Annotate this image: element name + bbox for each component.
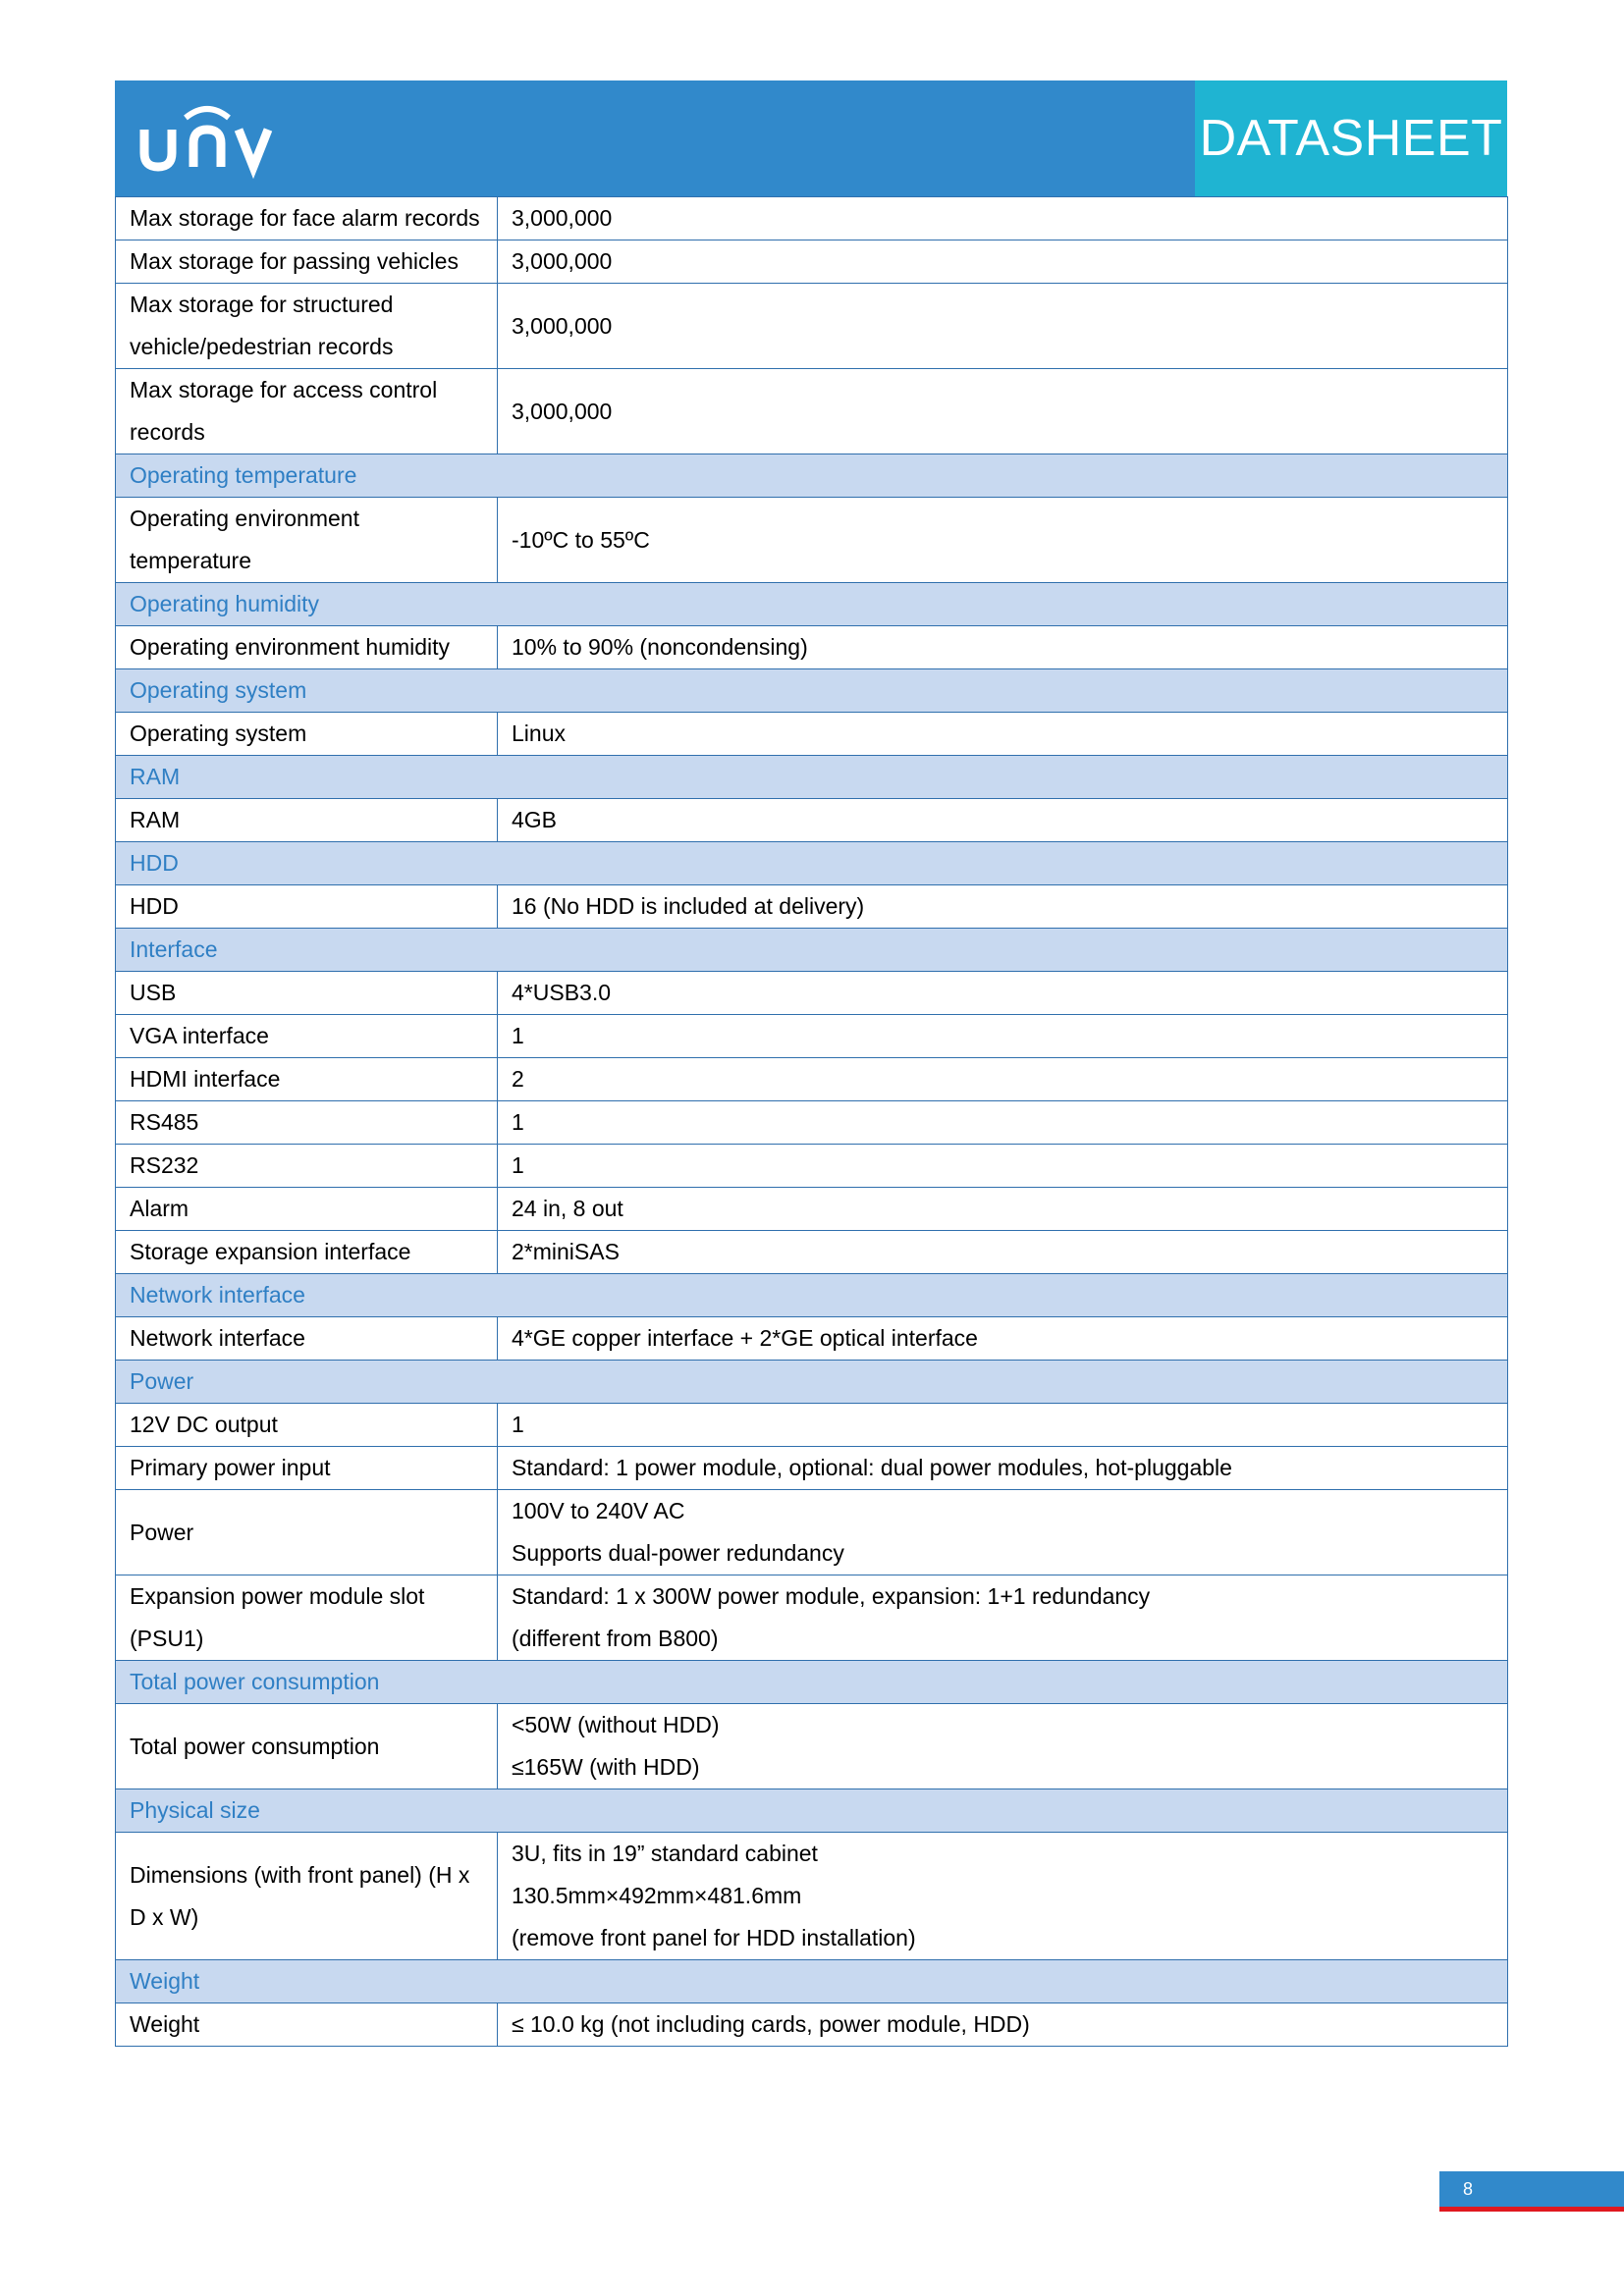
page-number: 8 xyxy=(1439,2171,1624,2207)
spec-value xyxy=(498,1058,1508,1101)
spec-label: Operating environment temperature xyxy=(116,498,498,583)
spec-value-line: 24 in, 8 out xyxy=(512,1196,623,1221)
spec-value xyxy=(498,1188,1508,1231)
section-header-row xyxy=(116,1661,1508,1704)
section-title: Operating humidity xyxy=(116,583,1508,626)
spec-row xyxy=(116,1015,1508,1058)
spec-row xyxy=(116,1575,1508,1661)
spec-value-line: 1 xyxy=(512,1412,524,1437)
spec-value-line: 1 xyxy=(512,1023,524,1048)
spec-value-line: 2 xyxy=(512,1066,524,1092)
spec-value xyxy=(498,284,1508,369)
section-title: Operating system xyxy=(116,669,1508,713)
spec-value-line: 3,000,000 xyxy=(512,248,613,274)
spec-label: USB xyxy=(116,972,498,1015)
spec-value xyxy=(498,1833,1508,1960)
spec-value-line: 100V to 240V AC xyxy=(512,1498,685,1523)
spec-label: Primary power input xyxy=(116,1447,498,1490)
section-header-row xyxy=(116,756,1508,799)
section-header-row xyxy=(116,929,1508,972)
spec-row xyxy=(116,972,1508,1015)
spec-label: Operating system xyxy=(116,713,498,756)
spec-row xyxy=(116,1188,1508,1231)
spec-value xyxy=(498,799,1508,842)
spec-label: 12V DC output xyxy=(116,1404,498,1447)
section-title: Total power consumption xyxy=(116,1661,1508,1704)
section-header-row xyxy=(116,583,1508,626)
spec-label: Max storage for face alarm records xyxy=(116,197,498,240)
spec-label: Max storage for passing vehicles xyxy=(116,240,498,284)
spec-value-line: -10ºC to 55ºC xyxy=(512,526,650,553)
spec-row xyxy=(116,799,1508,842)
spec-value xyxy=(498,713,1508,756)
spec-value xyxy=(498,1145,1508,1188)
spec-value-line: 3,000,000 xyxy=(512,398,613,424)
section-title: Interface xyxy=(116,929,1508,972)
spec-value-line: Standard: 1 x 300W power module, expansion: 1+1 redundancy xyxy=(512,1583,1151,1609)
page-footer-bar xyxy=(1439,2207,1624,2212)
spec-label: Max storage for structured vehicle/pedestrian records xyxy=(116,284,498,369)
spec-value-line: 4GB xyxy=(512,807,558,832)
section-header-row xyxy=(116,842,1508,885)
section-header-row xyxy=(116,669,1508,713)
section-title: Power xyxy=(116,1361,1508,1404)
spec-value xyxy=(498,2003,1508,2047)
spec-value-line: (remove front panel for HDD installation) xyxy=(512,1925,916,1950)
spec-row xyxy=(116,240,1508,284)
spec-value xyxy=(498,498,1508,583)
spec-value xyxy=(498,972,1508,1015)
spec-value-line: 2*miniSAS xyxy=(512,1239,620,1264)
spec-value-line: 4*GE copper interface + 2*GE optical interface xyxy=(512,1325,978,1351)
spec-label: RAM xyxy=(116,799,498,842)
spec-value-line: ≤165W (with HDD) xyxy=(512,1754,700,1780)
spec-value-line: Standard: 1 power module, optional: dual power modules, hot-pluggable xyxy=(512,1455,1232,1480)
spec-label: Network interface xyxy=(116,1317,498,1361)
spec-value xyxy=(498,1015,1508,1058)
spec-value-line: 4*USB3.0 xyxy=(512,980,612,1005)
unv-logo xyxy=(136,102,284,181)
section-title: Operating temperature xyxy=(116,454,1508,498)
section-title: Physical size xyxy=(116,1789,1508,1833)
spec-label: HDD xyxy=(116,885,498,929)
section-title: HDD xyxy=(116,842,1508,885)
spec-row xyxy=(116,1317,1508,1361)
spec-value-line: 130.5mm×492mm×481.6mm xyxy=(512,1883,802,1908)
spec-value-line: 10% to 90% (noncondensing) xyxy=(512,634,808,660)
page-header xyxy=(115,80,1507,196)
datasheet-label: DATASHEET xyxy=(1195,80,1507,196)
section-header-row xyxy=(116,1274,1508,1317)
spec-row xyxy=(116,498,1508,583)
spec-row xyxy=(116,284,1508,369)
spec-row xyxy=(116,1490,1508,1575)
spec-value xyxy=(498,1447,1508,1490)
spec-value-line: 1 xyxy=(512,1152,524,1178)
spec-value xyxy=(498,1317,1508,1361)
section-title: Network interface xyxy=(116,1274,1508,1317)
spec-value xyxy=(498,1704,1508,1789)
spec-label: Total power consumption xyxy=(116,1704,498,1789)
spec-label: HDMI interface xyxy=(116,1058,498,1101)
spec-label: Power xyxy=(116,1490,498,1575)
spec-value-line: 1 xyxy=(512,1109,524,1135)
spec-row xyxy=(116,626,1508,669)
spec-value-line: 3,000,000 xyxy=(512,312,613,339)
spec-value xyxy=(498,1101,1508,1145)
spec-value xyxy=(498,1404,1508,1447)
spec-value xyxy=(498,1231,1508,1274)
spec-value xyxy=(498,1575,1508,1661)
spec-label: Storage expansion interface xyxy=(116,1231,498,1274)
spec-value-line: 3U, fits in 19” standard cabinet xyxy=(512,1841,818,1866)
spec-row xyxy=(116,1058,1508,1101)
section-header-row xyxy=(116,1960,1508,2003)
spec-label: VGA interface xyxy=(116,1015,498,1058)
spec-value-line: Supports dual-power redundancy xyxy=(512,1540,844,1566)
spec-value xyxy=(498,626,1508,669)
spec-row xyxy=(116,197,1508,240)
section-title: Weight xyxy=(116,1960,1508,2003)
spec-value-line: ≤ 10.0 kg (not including cards, power module, HDD) xyxy=(512,2011,1030,2037)
spec-value-line: <50W (without HDD) xyxy=(512,1712,720,1737)
spec-label: Max storage for access control records xyxy=(116,369,498,454)
spec-label: Dimensions (with front panel) (H x D x W) xyxy=(116,1833,498,1960)
spec-label: RS232 xyxy=(116,1145,498,1188)
spec-row xyxy=(116,2003,1508,2047)
spec-row xyxy=(116,713,1508,756)
spec-row xyxy=(116,1231,1508,1274)
spec-value xyxy=(498,240,1508,284)
spec-value xyxy=(498,369,1508,454)
section-header-row xyxy=(116,454,1508,498)
spec-row xyxy=(116,1833,1508,1960)
spec-row xyxy=(116,1404,1508,1447)
spec-row xyxy=(116,1101,1508,1145)
spec-value-line: Linux xyxy=(512,721,566,746)
spec-label: Expansion power module slot (PSU1) xyxy=(116,1575,498,1661)
spec-row xyxy=(116,1447,1508,1490)
spec-label: Operating environment humidity xyxy=(116,626,498,669)
spec-label: Alarm xyxy=(116,1188,498,1231)
spec-value-line: 16 (No HDD is included at delivery) xyxy=(512,893,865,919)
spec-row xyxy=(116,885,1508,929)
spec-value xyxy=(498,197,1508,240)
spec-value xyxy=(498,1490,1508,1575)
section-header-row xyxy=(116,1361,1508,1404)
spec-row xyxy=(116,1145,1508,1188)
spec-label: Weight xyxy=(116,2003,498,2047)
spec-row xyxy=(116,369,1508,454)
section-header-row xyxy=(116,1789,1508,1833)
spec-row xyxy=(116,1704,1508,1789)
spec-value-line: 3,000,000 xyxy=(512,205,613,231)
spec-label: RS485 xyxy=(116,1101,498,1145)
spec-value xyxy=(498,885,1508,929)
section-title: RAM xyxy=(116,756,1508,799)
spec-value-line: (different from B800) xyxy=(512,1626,719,1651)
spec-table xyxy=(115,196,1508,2047)
